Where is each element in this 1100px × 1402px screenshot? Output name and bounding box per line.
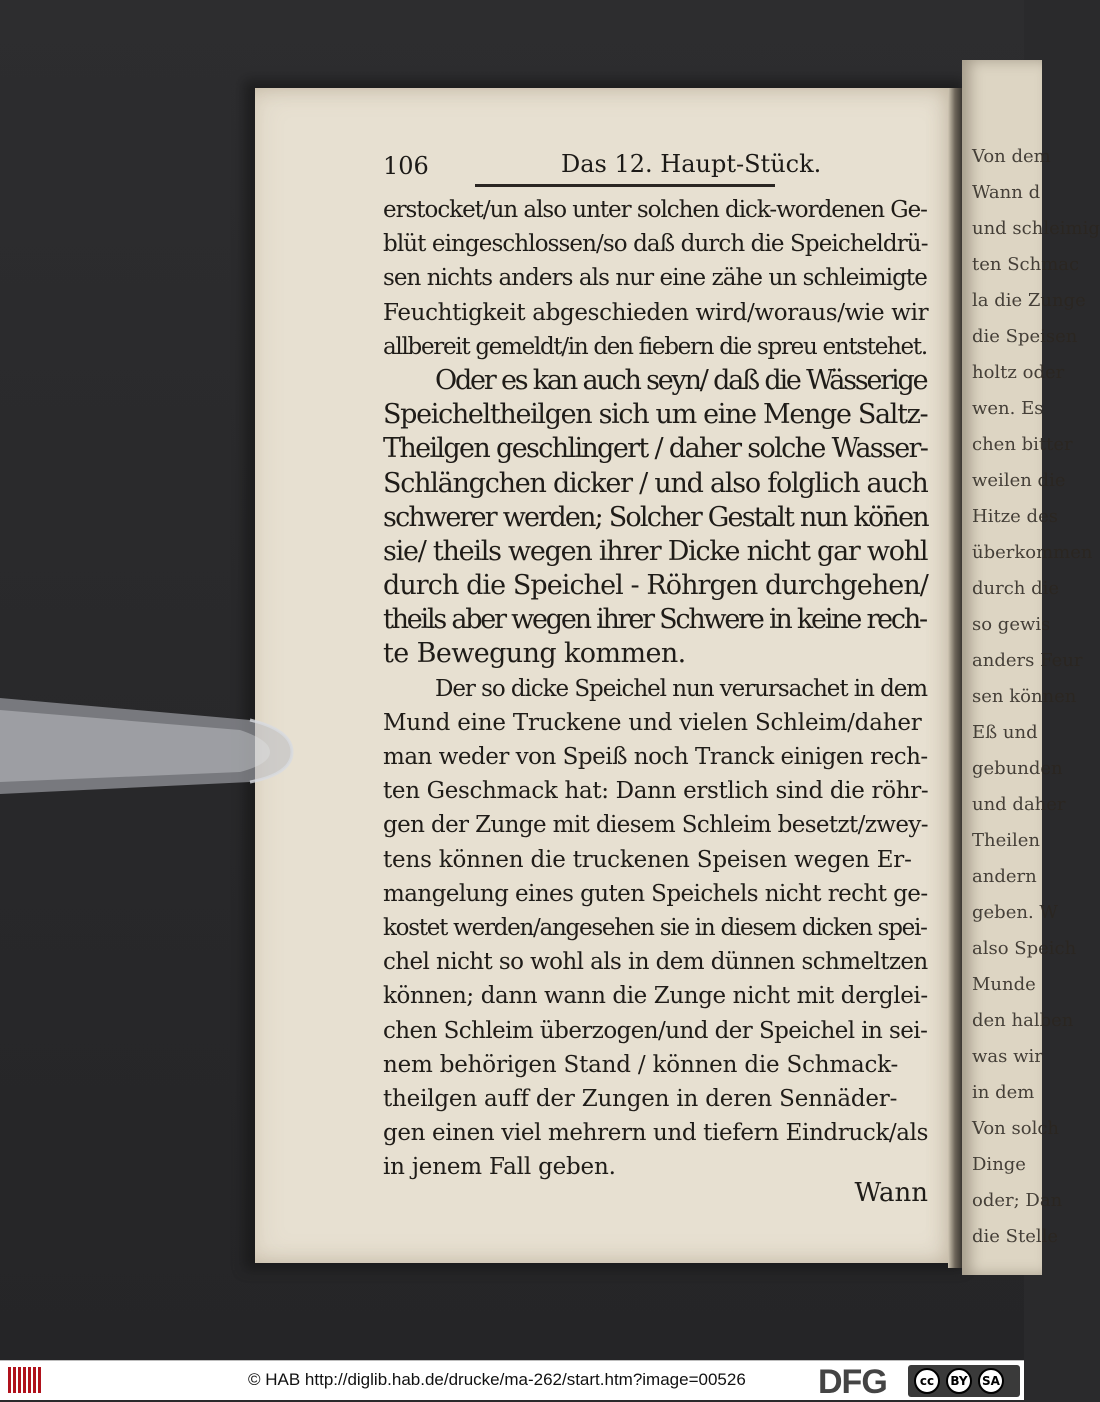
text-line: gen einen viel mehrern und tiefern Eindruck/als	[383, 1120, 929, 1147]
text-line: Der so dicke Speichel nun verursachet in dem	[435, 675, 928, 702]
text-line: theilgen auff der Zungen in deren Sennäder-	[383, 1085, 898, 1112]
text-line: chen Schleim überzogen/und der Speichel in sei-	[383, 1017, 928, 1044]
copyright-link[interactable]: © HAB http://diglib.hab.de/drucke/ma-262/start.htm?image=00526	[248, 1370, 746, 1389]
text-line: blüt eingeschlossen/so daß durch die Speicheldrü-	[383, 231, 928, 258]
running-head: Das 12. Haupt-Stück.	[561, 150, 822, 178]
page-body-text	[383, 193, 928, 1184]
text-line: erstocket/un also unter solchen dick-wordenen Ge-	[383, 197, 927, 223]
next-page-line: Dinge	[972, 1154, 1026, 1175]
next-page-line: oder; Dan	[972, 1190, 1063, 1211]
text-line: Feuchtigkeit abgeschieden wird/woraus/wie wir	[383, 299, 929, 326]
cc-icon: cc	[914, 1368, 940, 1394]
cc-license-badge[interactable]	[908, 1365, 1020, 1397]
text-line: Schlängchen dicker / und also folglich auch	[383, 467, 928, 499]
next-page-line: also Speich	[972, 938, 1077, 959]
next-page-line: anders Feur	[972, 650, 1083, 671]
text-line: ten Geschmack hat: Dann erstlich sind die röhr-	[383, 778, 929, 805]
book-gutter	[948, 88, 962, 1268]
by-icon: BY	[946, 1368, 972, 1394]
next-page-line: Hitze des	[972, 506, 1058, 527]
next-page-line: Von dem	[972, 146, 1051, 167]
next-page-line: und daher	[972, 794, 1066, 815]
text-line: man weder von Speiß noch Tranck einigen rech-	[383, 744, 928, 770]
next-page-line: überkommen	[972, 542, 1093, 563]
next-page-line: die Stelle	[972, 1226, 1059, 1247]
next-page-line: Munde	[972, 974, 1036, 995]
header-rule	[475, 184, 775, 187]
text-line: sie/ theils wegen ihrer Dicke nicht gar wohl	[383, 535, 928, 567]
next-page-line: den halben	[972, 1010, 1074, 1031]
page-number: 106	[383, 152, 429, 180]
text-line: te Bewegung kommen.	[383, 638, 686, 670]
next-page-line: in dem	[972, 1082, 1035, 1103]
text-line: schwerer werden; Solcher Gestalt nun kön̄en	[383, 501, 928, 533]
page-header	[383, 148, 928, 184]
text-line: Theilgen geschlingert / daher solche Wasser-	[383, 433, 928, 465]
next-page-line: Wann d	[972, 182, 1041, 203]
text-line: tens können die truckenen Speisen wegen Er-	[383, 846, 912, 873]
next-page-line: holtz oder	[972, 362, 1065, 383]
text-line: theils aber wegen ihrer Schwere in keine rech-	[383, 604, 926, 636]
dfg-logo: DFG	[818, 1363, 887, 1401]
glass-clamp	[0, 690, 300, 800]
sa-icon: SA	[978, 1368, 1004, 1394]
next-page-line: Von solch	[972, 1118, 1060, 1139]
next-page-line: wen. Es	[972, 398, 1044, 419]
next-page-line: la die Zunge	[972, 290, 1086, 311]
text-line: nem behörigen Stand / können die Schmack-	[383, 1051, 899, 1078]
text-line: chel nicht so wohl als in dem dünnen schmeltzen	[383, 949, 928, 976]
text-line: Mund eine Truckene und vielen Schleim/daher	[383, 709, 922, 736]
next-page-line: andern	[972, 866, 1037, 887]
text-line: Oder es kan auch seyn/ daß die Wässerige	[435, 364, 927, 396]
text-line: sen nichts anders als nur eine zähe un schleimigte	[383, 265, 927, 292]
next-page-line: geben. W	[972, 902, 1058, 923]
viewer-footer	[0, 1360, 1024, 1400]
next-page-line: Theilen	[972, 830, 1041, 851]
next-page-line: so gewis	[972, 614, 1051, 635]
next-page-line: gebunden	[972, 758, 1063, 779]
next-page-line: die Speisen	[972, 326, 1078, 347]
catchword: Wann	[854, 1178, 928, 1208]
text-line: mangelung eines guten Speichels nicht recht ge-	[383, 880, 928, 907]
hab-logo-icon	[8, 1367, 44, 1393]
text-line: gen der Zunge mit diesem Schleim besetzt/zwey-	[383, 812, 928, 839]
text-line: durch die Speichel - Röhrgen durchgehen/	[383, 570, 928, 602]
next-page-line: Eß und	[972, 722, 1038, 743]
text-line: allbereit gemeldt/in den fiebern die spreu entstehet.	[383, 333, 927, 360]
next-page-line: und schleimig	[972, 218, 1100, 239]
text-line: in jenem Fall geben.	[383, 1154, 616, 1181]
next-page-line: weilen die	[972, 470, 1066, 491]
next-page-line: sen können	[972, 686, 1077, 707]
next-page-line: durch die	[972, 578, 1060, 599]
text-line: kostet werden/angesehen sie in diesem dicken spei-	[383, 914, 927, 941]
next-page-edge	[962, 60, 1100, 1275]
next-page-line: chen bitter	[972, 434, 1073, 455]
text-line: Speicheltheilgen sich um eine Menge Saltz-	[383, 399, 928, 431]
next-page-line: ten Schmac	[972, 254, 1080, 275]
text-line: können; dann wann die Zunge nicht mit derglei-	[383, 983, 928, 1010]
next-page-line: was wir	[972, 1046, 1043, 1067]
